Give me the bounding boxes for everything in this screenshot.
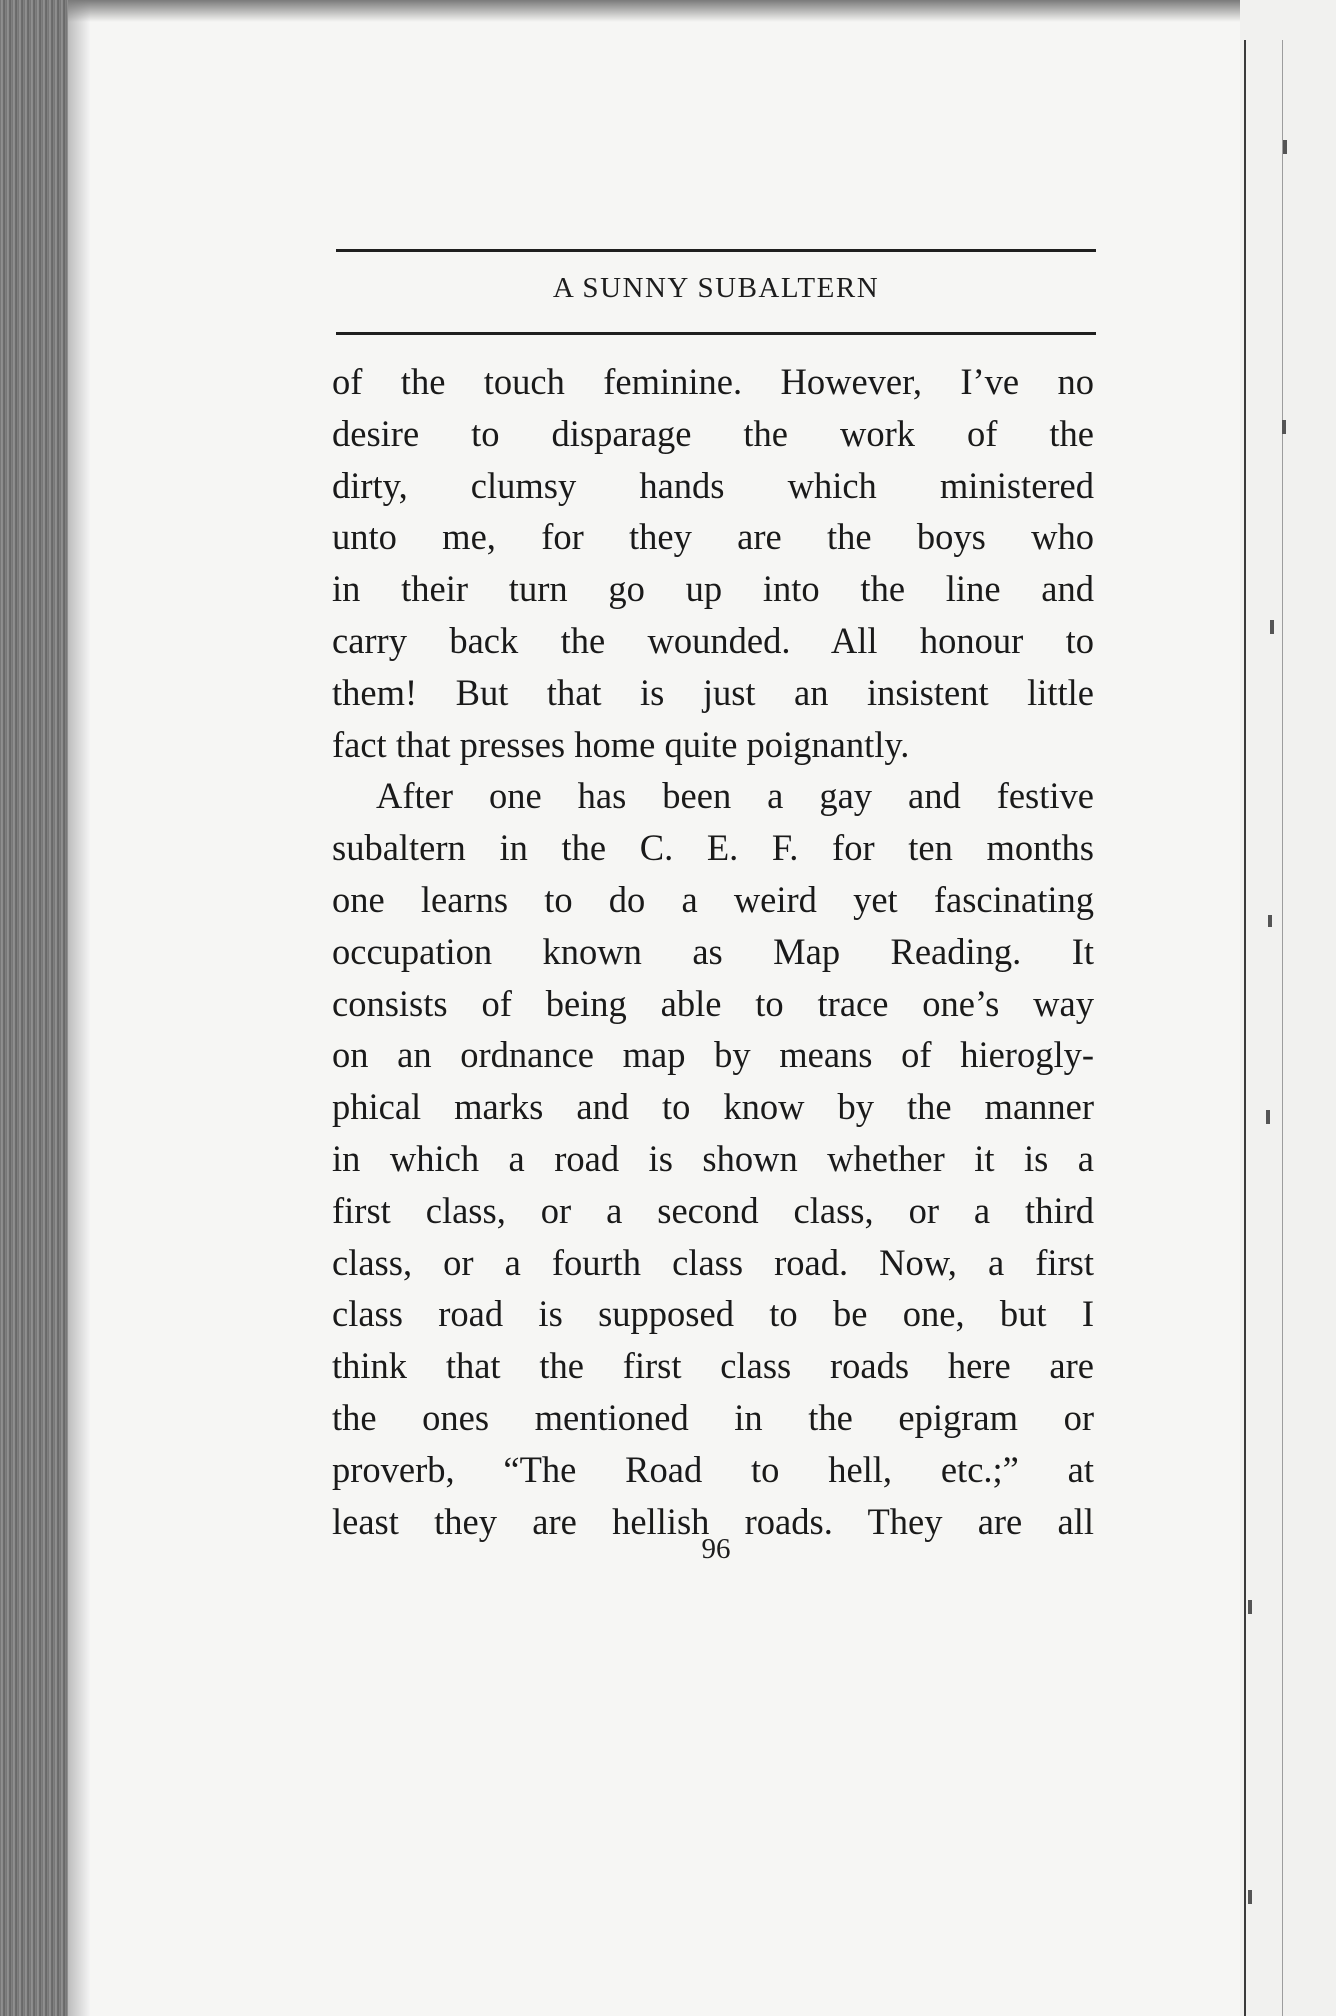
edge-speck [1270, 620, 1274, 634]
binding-shadow [68, 0, 90, 2016]
text-line: occupation known as Map Reading. It [332, 930, 1094, 972]
text-line: After one has been a gay and festive [376, 775, 1094, 817]
text-line: in which a road is shown whether it is a [332, 1137, 1094, 1179]
text-line: carry back the wounded. All honour to [332, 619, 1094, 661]
text-line: consists of being able to trace one’s way [332, 982, 1094, 1024]
text-line: dirty, clumsy hands which ministered [332, 464, 1094, 506]
text-line: on an ordnance map by means of hierogly- [332, 1034, 1094, 1076]
text-line: them! But that is just an insistent little [332, 671, 1094, 713]
text-line: least they are hellish roads. They are all [332, 1500, 1094, 1542]
text-line: of the touch feminine. However, I’ve no [332, 361, 1094, 402]
text-line: proverb, “The Road to hell, etc.;” at [332, 1448, 1094, 1490]
text-line: fact that presses home quite poignantly. [332, 723, 910, 765]
text-line: think that the first class roads here are [332, 1345, 1094, 1387]
header-rule-top [336, 249, 1096, 252]
text-line: class, or a fourth class road. Now, a first [332, 1241, 1094, 1283]
text-line: class road is supposed to be one, but I [332, 1293, 1094, 1335]
edge-speck [1248, 1600, 1252, 1614]
edge-speck [1282, 420, 1286, 434]
text-line: desire to disparage the work of the [332, 412, 1094, 454]
facing-page-strip [1240, 0, 1336, 2016]
book-binding-edge [0, 0, 68, 2016]
header-rule-bottom [336, 332, 1096, 335]
text-line: phical marks and to know by the manner [332, 1086, 1094, 1128]
text-line: in their turn go up into the line and [332, 568, 1094, 610]
edge-speck [1248, 1890, 1252, 1904]
running-head: A SUNNY SUBALTERN [552, 272, 880, 304]
text-line: one learns to do a weird yet fascinating [332, 878, 1094, 920]
edge-speck [1268, 915, 1272, 927]
page-number: 96 [701, 1533, 731, 1565]
facing-page-inner-edge [1282, 40, 1283, 2016]
text-line: the ones mentioned in the epigram or [332, 1396, 1094, 1438]
top-shadow [68, 0, 1336, 22]
text-line: first class, or a second class, or a third [332, 1189, 1094, 1231]
facing-page-edge [1244, 40, 1246, 2016]
text-line: subaltern in the C. E. F. for ten months [332, 827, 1094, 869]
text-line: unto me, for they are the boys who [332, 516, 1094, 558]
edge-speck [1283, 140, 1287, 154]
body-text [332, 356, 1094, 1547]
edge-speck [1266, 1110, 1270, 1124]
